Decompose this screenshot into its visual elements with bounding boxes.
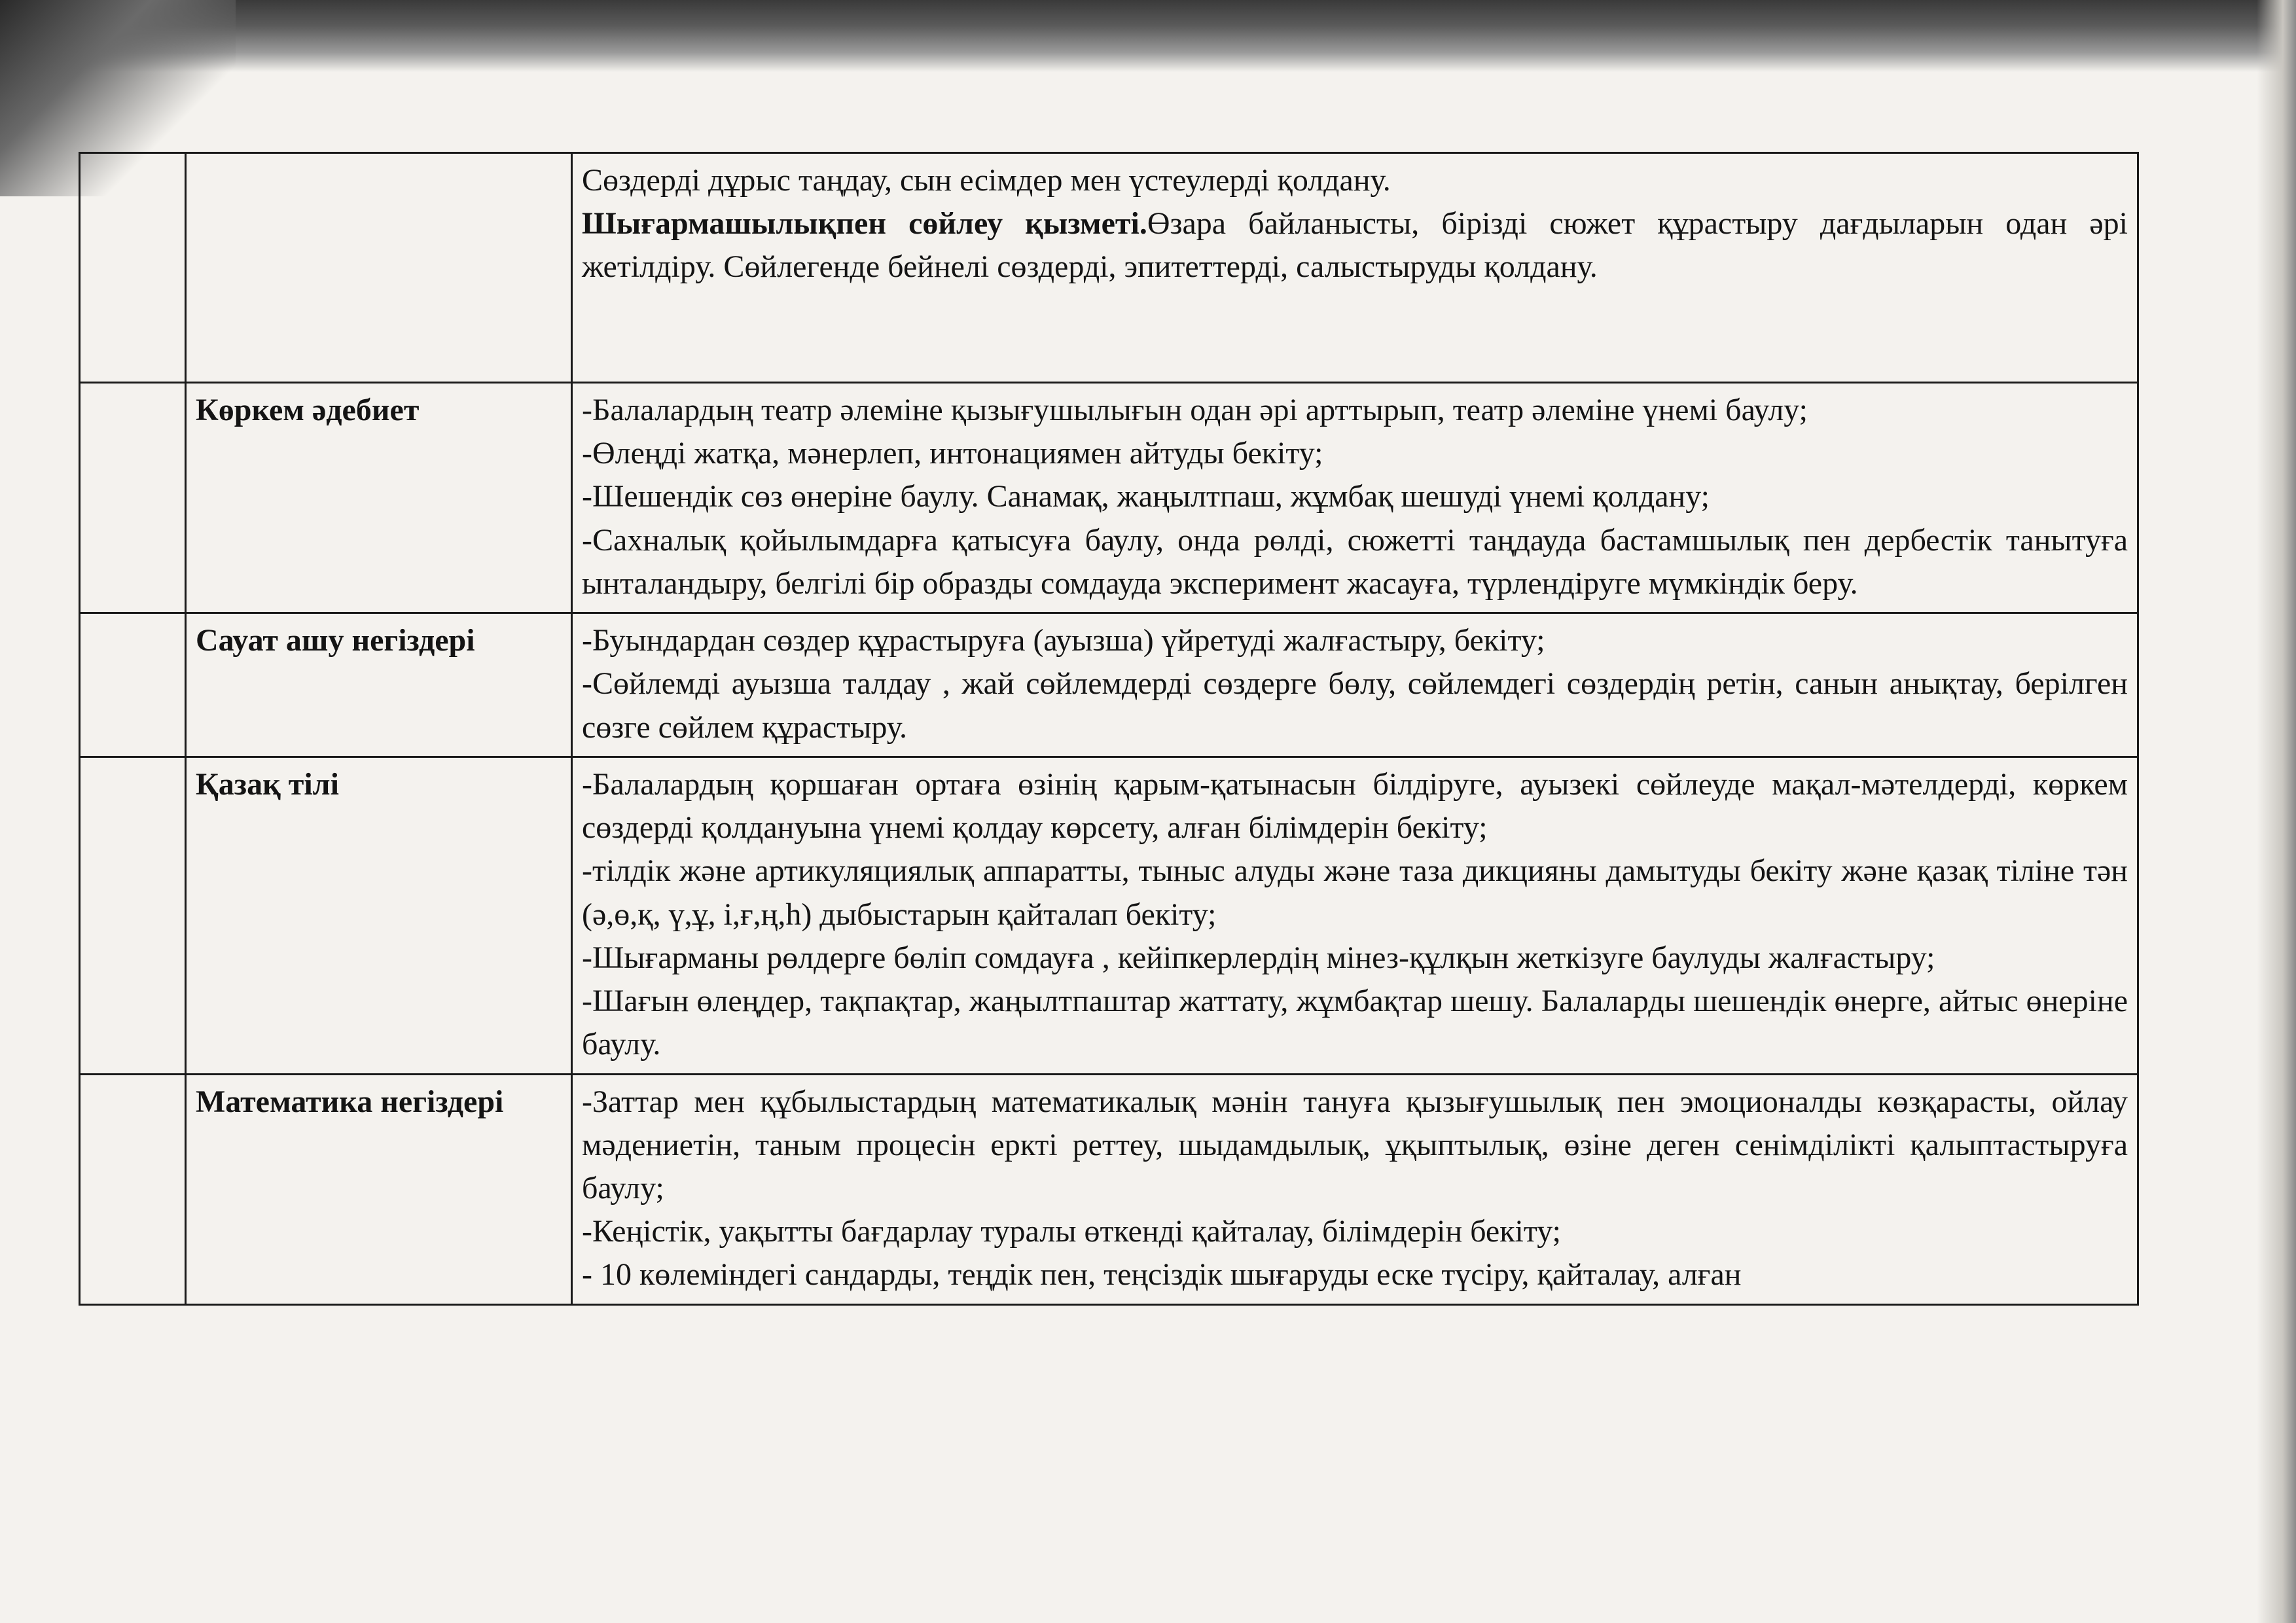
table-row [80, 613, 2138, 757]
subject-cell: Көркем әдебиет [186, 383, 572, 613]
table-row [80, 153, 2138, 383]
content-line [582, 202, 2128, 289]
bold-lead-text: Шығармашылықпен сөйлеу қызметі. [582, 206, 1147, 241]
subject-cell: Математика негіздері [186, 1074, 572, 1304]
content-line: -Сахналық қойылымдарға қатысуға баулу, онда рөлді, сюжетті таңдауда бастамшылық пен дербестік танытуға ынталандыру, белгілі бір образды сомдауда эксперимент жасауға, түрлендіруге мүмкіндік беру. [582, 522, 2128, 601]
scan-top-edge [0, 0, 2296, 72]
row-index-cell [80, 613, 186, 757]
content-line: -Кеңістік, уақытты бағдарлау туралы өткенді қайталау, білімдерін бекіту; [582, 1214, 1561, 1249]
content-cell [572, 757, 2138, 1074]
curriculum-table [79, 152, 2139, 1306]
lead-rest-text: Өзара байланысты, бірізді сюжет құрастыру дағдыларын одан әрі жетілдіру. Сөйлегенде бейнелі сөздерді, эпитеттерді, салыстыруды қолдану. [582, 206, 2128, 285]
content-line: -Заттар мен құбылыстардың математикалық мәнін тануға қызығушылық пен эмоционалды көзқарасты, ойлау мәдениетін, таным процесін еркті реттеу, шыдамдылық, ұқыптылық, өзіне деген сенімділікті қалыптастыруға баулу; [582, 1084, 2128, 1205]
content-line: -Балалардың қоршаған ортаға өзінің қарым-қатынасын білдіруге, ауызекі сөйлеуде мақал-мәтелдерді, көркем сөздерді қолдануына үнемі қолдау көрсету, алған білімдерін бекіту; [582, 766, 2128, 846]
subject-cell [186, 153, 572, 383]
content-cell [572, 1074, 2138, 1304]
row-index-cell [80, 383, 186, 613]
content-line: -Өлеңді жатқа, мәнерлеп, интонациямен айтуды бекіту; [582, 436, 1323, 471]
content-line: -Сөйлемді ауызша талдау , жай сөйлемдерді сөздерге бөлу, сөйлемдегі сөздердің ретін, санын анықтау, берілген сөзге сөйлем құрастыру. [582, 666, 2128, 745]
content-cell [572, 613, 2138, 757]
subject-cell: Қазақ тілі [186, 757, 572, 1074]
subject-cell: Сауат ашу негіздері [186, 613, 572, 757]
content-line: -Шешендік сөз өнеріне баулу. Санамақ, жаңылтпаш, жұмбақ шешуді үнемі қолдану; [582, 479, 1710, 514]
table-row [80, 1074, 2138, 1304]
table-row [80, 383, 2138, 613]
content-line: Сөздерді дұрыс таңдау, сын есімдер мен үстеулерді қолдану. [582, 163, 1391, 198]
content-line: -тілдік және артикуляциялық аппаратты, тыныс алуды және таза дикцияны дамытуды бекіту және қазақ тіліне тән (ә,ө,қ, ү,ұ, і,ғ,ң,һ) дыбыстарын қайталап бекіту; [582, 853, 2128, 932]
content-line: -Балалардың театр әлеміне қызығушылығын одан әрі арттырып, театр әлеміне үнемі баулу; [582, 393, 1808, 427]
content-line: -Буындардан сөздер құрастыруға (ауызша) үйретуді жалғастыру, бекіту; [582, 623, 1545, 658]
row-index-cell [80, 757, 186, 1074]
content-line: -Шығарманы рөлдерге бөліп сомдауға , кейіпкерлердің мінез-құлқын жеткізуге баулуды жалғастыру; [582, 940, 1935, 975]
row-index-cell [80, 153, 186, 383]
row-index-cell [80, 1074, 186, 1304]
content-line: -Шағын өлеңдер, тақпақтар, жаңылтпаштар жаттату, жұмбақтар шешу. Балаларды шешендік өнерге, айтыс өнеріне баулу. [582, 984, 2128, 1062]
content-line: - 10 көлеміндегі сандарды, теңдік пен, теңсіздік шығаруды еске түсіру, қайталау, алған [582, 1257, 1742, 1293]
scan-right-edge [2257, 0, 2296, 1623]
table-row [80, 757, 2138, 1074]
content-cell [572, 383, 2138, 613]
content-cell [572, 153, 2138, 383]
